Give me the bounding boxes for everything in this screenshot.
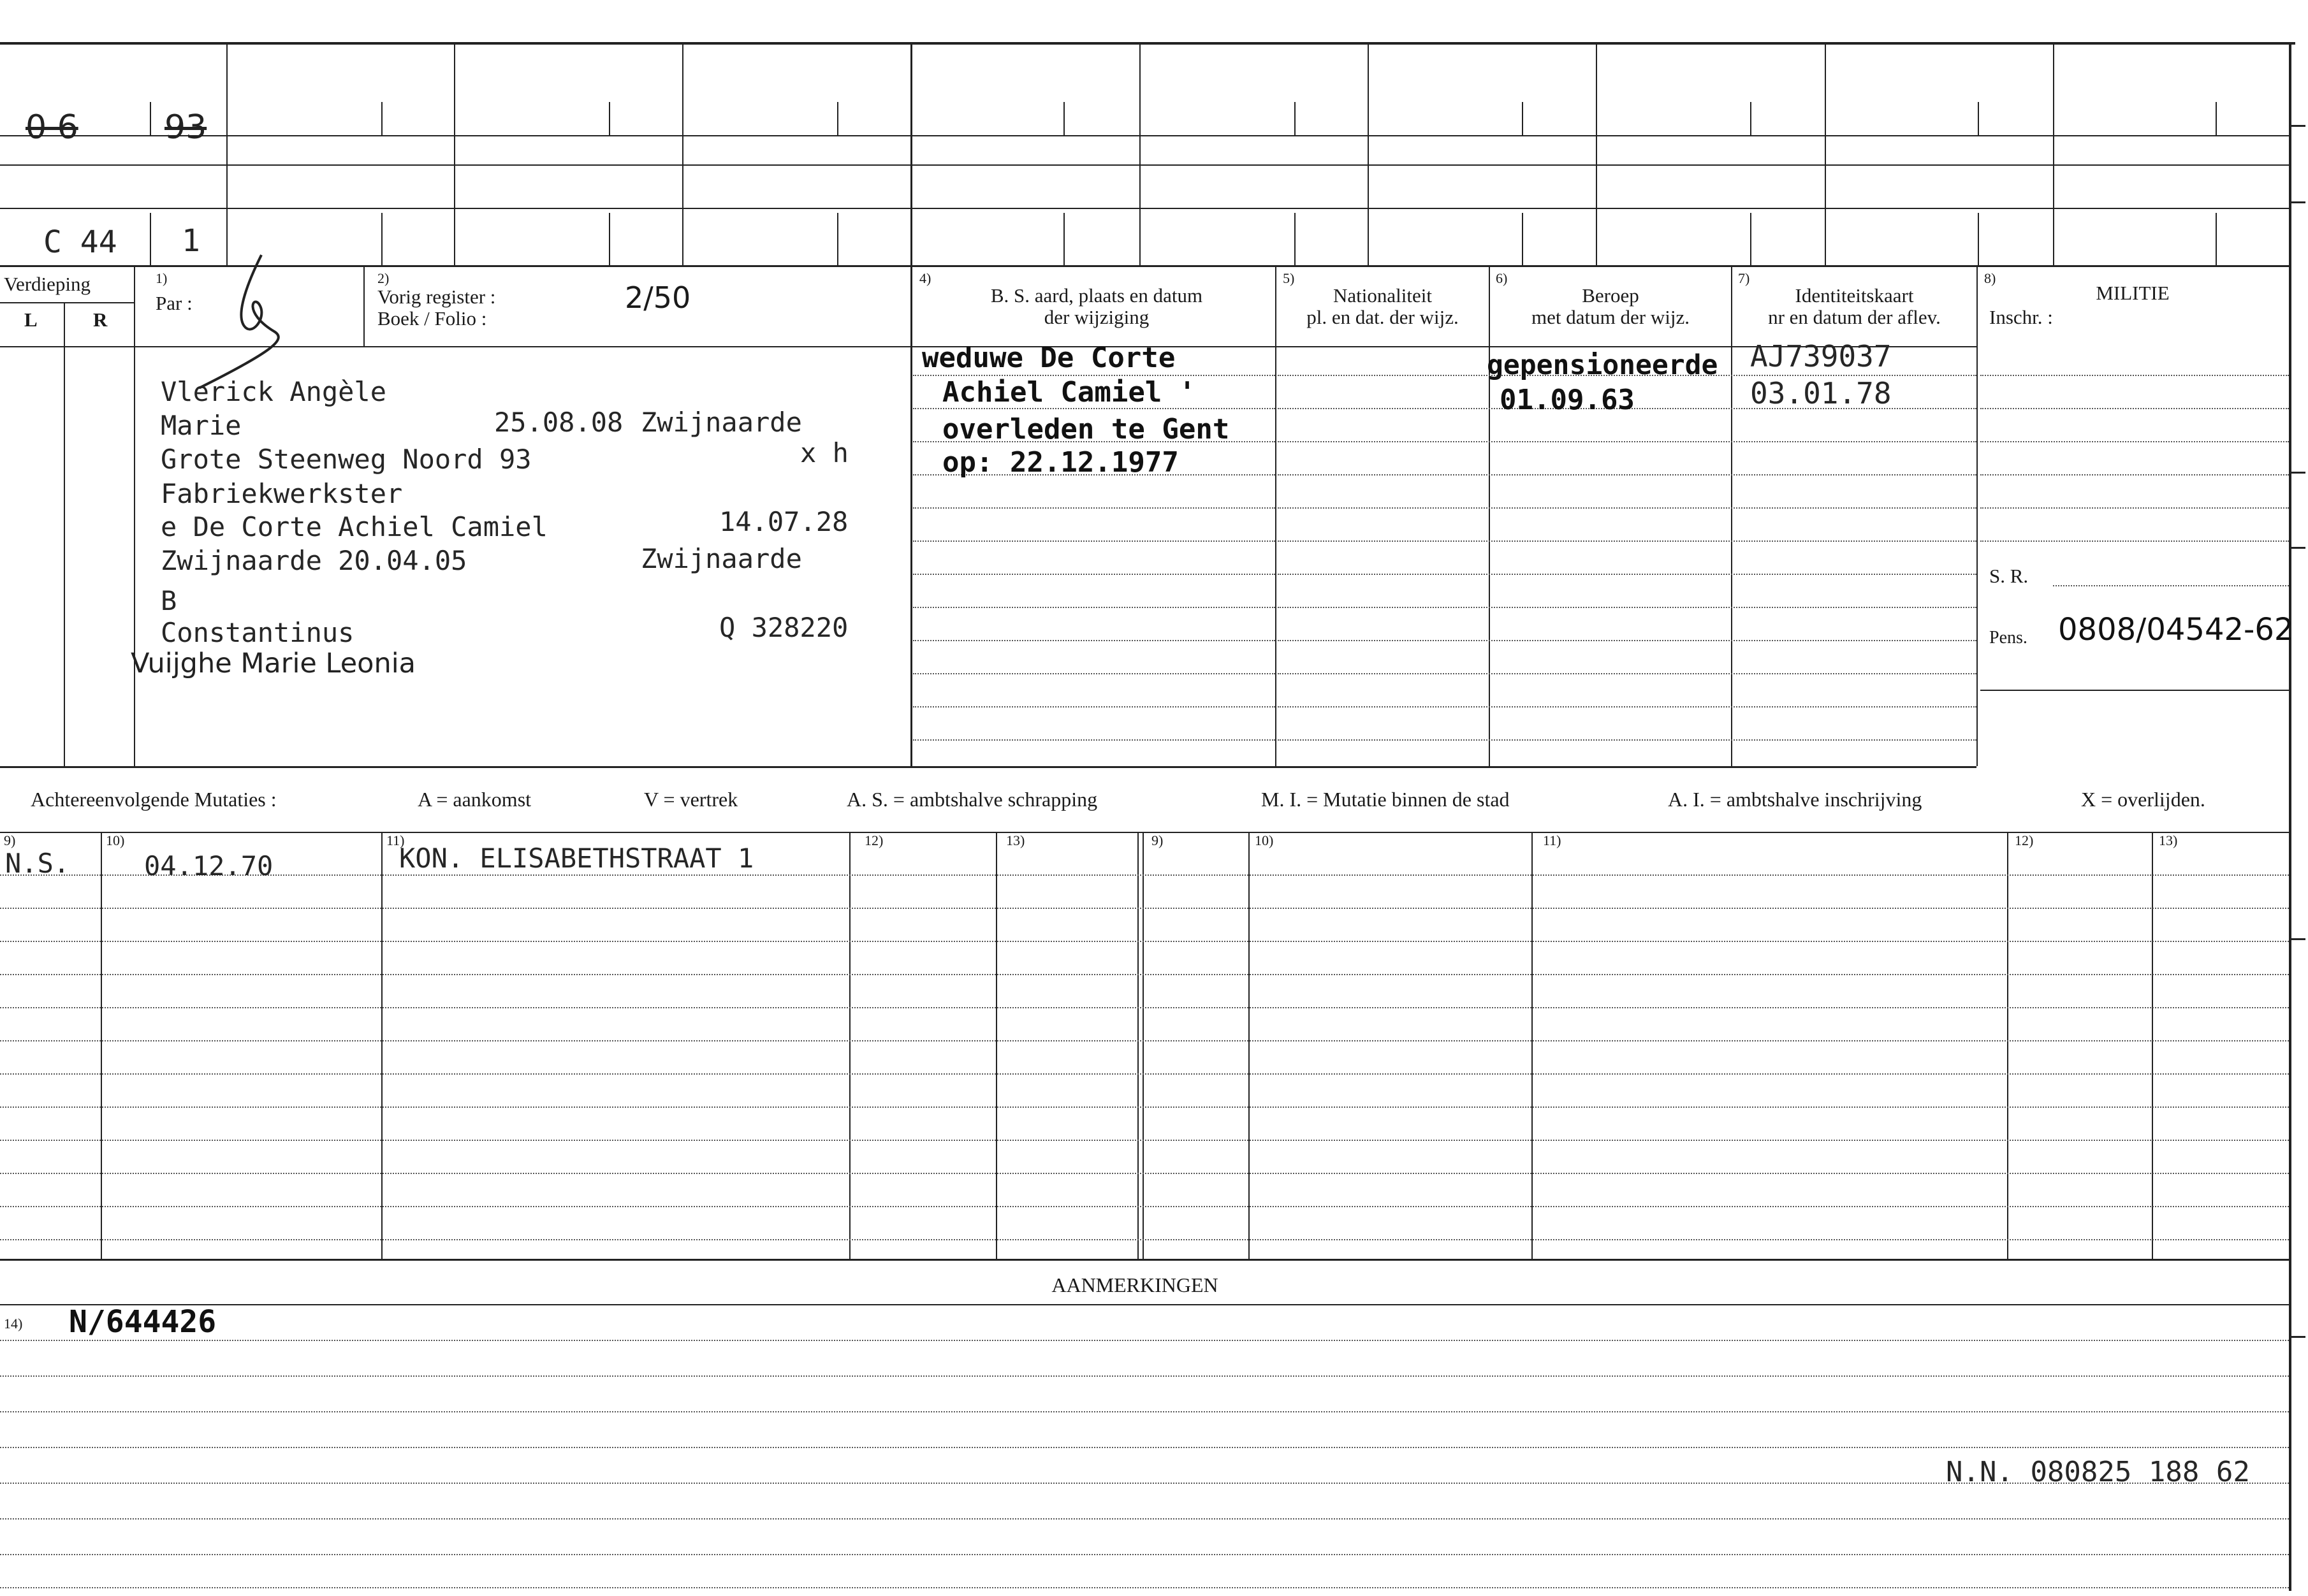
grid-line	[0, 164, 2289, 166]
col-person-right	[910, 266, 912, 766]
note-4: 4)	[919, 270, 931, 286]
militie-line	[1980, 507, 2289, 509]
col-bs-right	[1275, 266, 1276, 766]
bs-line	[913, 574, 1275, 575]
grid-subcol	[1978, 102, 1979, 135]
bs-line	[913, 640, 1275, 641]
grid-subcol	[2216, 213, 2217, 266]
note-5: 5)	[1283, 270, 1295, 286]
militie-heading: MILITIE	[2096, 282, 2170, 304]
verdieping-divider	[0, 302, 134, 303]
legend-vertrek: V = vertrek	[644, 788, 738, 811]
note-7: 7)	[1738, 270, 1750, 286]
vorig-register-label: Vorig register :	[377, 286, 496, 308]
mutations-bottom-line	[0, 1259, 2289, 1261]
note-6: 6)	[1496, 270, 1508, 286]
id-heading-1: Identiteitskaart	[1795, 284, 1914, 307]
sr-label: S. R.	[1989, 565, 2029, 587]
grid-subcol	[1522, 213, 1523, 266]
mut-col	[2007, 832, 2008, 1260]
mut-head-13b: 13)	[2159, 832, 2178, 848]
col-r-label: R	[93, 308, 108, 331]
col-l-r-divider	[64, 302, 65, 766]
mut-row-line	[0, 874, 2289, 876]
mut-col	[101, 832, 102, 1260]
person-birth-date: 25.08.08	[494, 407, 624, 438]
col-beroep-right	[1731, 266, 1732, 766]
remarks-title: AANMERKINGEN	[1051, 1273, 1218, 1296]
vorig-register-value: 2/50	[625, 280, 691, 315]
mut-head-12b: 12)	[2015, 832, 2034, 848]
beroep-entry-1: gepensioneerde	[1487, 349, 1718, 381]
grid-subcol	[381, 102, 383, 135]
bs-entry-4: op: 22.12.1977	[942, 446, 1179, 479]
grid-subcol	[2216, 102, 2217, 135]
note-2: 2)	[377, 270, 390, 286]
par-label: Par :	[156, 292, 193, 314]
militie-line	[1980, 540, 2289, 542]
col-id-right	[1976, 266, 1978, 766]
grid-col	[454, 42, 455, 266]
mut-col	[1248, 832, 1250, 1260]
grid-col	[1368, 42, 1369, 266]
person-mother: Vuijghe Marie Leonia	[131, 648, 416, 679]
col-verdieping-right	[134, 266, 135, 766]
right-line	[1278, 507, 1976, 509]
index-old-floor: 0 6	[26, 108, 78, 147]
col-nat-right	[1489, 266, 1490, 766]
remarks-top-line	[0, 1304, 2289, 1305]
edge-tick	[2291, 1336, 2305, 1338]
bs-heading-2: der wijziging	[1044, 306, 1150, 328]
remarks-value: N/644426	[69, 1304, 217, 1340]
mut-col	[2152, 832, 2153, 1260]
right-line	[1278, 441, 1976, 442]
mut-row-line	[0, 941, 2289, 942]
remarks-note: 14)	[4, 1316, 23, 1331]
grid-subcol	[381, 213, 383, 266]
grid-line	[0, 265, 2289, 267]
legend-title: Achtereenvolgende Mutaties :	[31, 788, 277, 811]
id-number: AJ739037	[1750, 339, 1892, 374]
id-heading-2: nr en datum der aflev.	[1768, 306, 1941, 328]
remarks-line	[0, 1447, 2289, 1448]
bs-entry-2: Achiel Camiel '	[942, 376, 1196, 409]
right-line	[1278, 739, 1976, 741]
remarks-line	[0, 1554, 2289, 1555]
grid-subcol	[1522, 102, 1523, 135]
mut-head-10: 10)	[106, 832, 125, 848]
person-mark: x h	[800, 437, 849, 468]
person-surname: Vlerick Angèle	[161, 376, 387, 407]
grid-subcol	[609, 102, 610, 135]
person-occupation: Fabriekwerkster	[161, 478, 403, 509]
bs-line	[913, 739, 1275, 741]
mut-col	[381, 832, 383, 1260]
mut-col	[1531, 832, 1533, 1260]
bs-line	[913, 540, 1275, 542]
col-par-right	[363, 266, 365, 347]
mut-row-line	[0, 1173, 2289, 1174]
grid-col	[226, 42, 228, 266]
id-date: 03.01.78	[1750, 376, 1892, 410]
mut-head-13: 13)	[1006, 832, 1025, 848]
grid-subcol	[837, 213, 838, 266]
grid-col	[682, 42, 683, 266]
grid-subcol	[837, 102, 838, 135]
mut-row-line	[0, 1007, 2289, 1008]
grid-subcol	[1063, 102, 1065, 135]
nat-heading-2: pl. en dat. der wijz.	[1306, 306, 1459, 328]
grid-subcol	[150, 102, 151, 135]
mutation-code: N.S.	[5, 848, 70, 879]
person-marriage-place: Zwijnaarde	[641, 543, 802, 574]
beroep-heading-1: Beroep	[1582, 284, 1639, 307]
grid-subcol	[609, 213, 610, 266]
mut-col	[1137, 832, 1139, 1260]
bs-line	[913, 607, 1275, 608]
index-code: C 44	[43, 224, 117, 260]
person-first-name: Marie	[161, 410, 242, 441]
militie-line	[1980, 474, 2289, 475]
right-line	[1278, 574, 1976, 575]
mut-row-line	[0, 908, 2289, 909]
mut-row-line	[0, 1140, 2289, 1141]
right-line	[1278, 673, 1976, 674]
right-line	[1278, 607, 1976, 608]
person-birth-place: Zwijnaarde	[641, 407, 802, 438]
bs-line	[913, 673, 1275, 674]
legend-mutatie: M. I. = Mutatie binnen de stad	[1261, 788, 1510, 811]
remarks-line	[0, 1518, 2289, 1520]
legend-overlijden: X = overlijden.	[2081, 788, 2205, 811]
mut-col	[996, 832, 997, 1260]
person-b: B	[161, 585, 177, 616]
legend-aankomst: A = aankomst	[418, 788, 532, 811]
grid-subcol	[1978, 213, 1979, 266]
grid-col	[1825, 42, 1826, 266]
grid-col	[2053, 42, 2054, 266]
grid-col	[910, 42, 912, 266]
person-address: Grote Steenweg Noord 93	[161, 444, 532, 475]
mut-row-line	[0, 1206, 2289, 1207]
mut-row-line	[0, 1106, 2289, 1108]
verdieping-label: Verdieping	[4, 273, 91, 295]
remarks-line	[0, 1375, 2289, 1377]
boek-folio-label: Boek / Folio :	[377, 307, 487, 330]
mut-head-12: 12)	[865, 832, 884, 848]
beroep-heading-2: met datum der wijz.	[1531, 306, 1690, 328]
index-old-number: 93	[164, 108, 207, 147]
remarks-line	[0, 1411, 2289, 1412]
grid-col	[1596, 42, 1597, 266]
mut-head-11b: 11)	[1543, 832, 1561, 848]
militie-line	[1980, 408, 2289, 409]
mut-head-11: 11)	[386, 832, 405, 848]
note-8: 8)	[1984, 270, 1996, 286]
pens-value: 0808/04542-62	[2058, 612, 2294, 648]
main-bottom-line	[0, 766, 1976, 768]
militie-line	[1980, 441, 2289, 442]
bs-line	[913, 706, 1275, 707]
person-code: Q 328220	[719, 612, 849, 643]
grid-line	[0, 135, 2289, 136]
mutation-date: 04.12.70	[144, 850, 274, 881]
mut-row-line	[0, 974, 2289, 975]
grid-subcol	[1063, 213, 1065, 266]
edge-tick	[2291, 201, 2305, 203]
right-line	[1278, 706, 1976, 707]
mut-row-line	[0, 1040, 2289, 1041]
mut-head-10b: 10)	[1255, 832, 1274, 848]
grid-subcol	[1750, 102, 1751, 135]
right-line	[1278, 540, 1976, 542]
edge-tick	[2291, 472, 2305, 474]
nat-heading-1: Nationaliteit	[1333, 284, 1432, 307]
legend-inschrijving: A. I. = ambtshalve inschrijving	[1668, 788, 1922, 811]
militie-line	[1980, 375, 2289, 376]
remarks-line	[0, 1587, 2289, 1588]
legend-schrapping: A. S. = ambtshalve schrapping	[847, 788, 1098, 811]
national-number: N.N. 080825 188 62	[1946, 1456, 2250, 1488]
bs-entry-1: weduwe De Corte	[922, 342, 1176, 374]
mut-head-9: 9)	[4, 832, 16, 848]
edge-tick	[2291, 547, 2305, 549]
bs-entry-3: overleden te Gent	[942, 413, 1230, 446]
index-number: 1	[182, 223, 200, 259]
right-line	[1278, 474, 1976, 475]
person-spouse: e De Corte Achiel Camiel	[161, 511, 548, 542]
par-signature	[185, 242, 306, 389]
grid-line	[0, 208, 2289, 209]
edge-tick	[2291, 938, 2305, 940]
grid-subcol	[1294, 213, 1296, 266]
grid-col	[1139, 42, 1141, 266]
mut-row-line	[0, 1073, 2289, 1075]
right-border	[2289, 42, 2291, 1591]
mut-col	[849, 832, 851, 1260]
note-1: 1)	[156, 270, 168, 286]
inschr-label: Inschr. :	[1989, 306, 2053, 328]
pens-label: Pens.	[1989, 628, 2027, 648]
mut-col	[1143, 832, 1144, 1260]
mutation-address: KON. ELISABETHSTRAAT 1	[399, 843, 754, 874]
beroep-entry-2: 01.09.63	[1500, 384, 1635, 416]
edge-tick	[2291, 125, 2305, 127]
col-l-label: L	[24, 308, 38, 331]
right-line	[1278, 640, 1976, 641]
grid-subcol	[1294, 102, 1296, 135]
person-spouse-date: 14.07.28	[719, 506, 849, 537]
bs-line	[913, 507, 1275, 509]
top-border	[0, 42, 2295, 45]
mut-head-9b: 9)	[1151, 832, 1164, 848]
grid-subcol	[1750, 213, 1751, 266]
mutations-top-line	[0, 832, 2289, 833]
bs-heading-1: B. S. aard, plaats en datum	[990, 284, 1203, 307]
mut-row-line	[0, 1239, 2289, 1240]
person-marriage: Zwijnaarde 20.04.05	[161, 545, 467, 576]
militie-bottom-line	[1980, 690, 2289, 691]
sr-line	[2053, 585, 2289, 586]
remarks-line	[0, 1340, 2289, 1341]
person-father: Constantinus	[161, 617, 354, 648]
grid-subcol	[150, 213, 151, 266]
